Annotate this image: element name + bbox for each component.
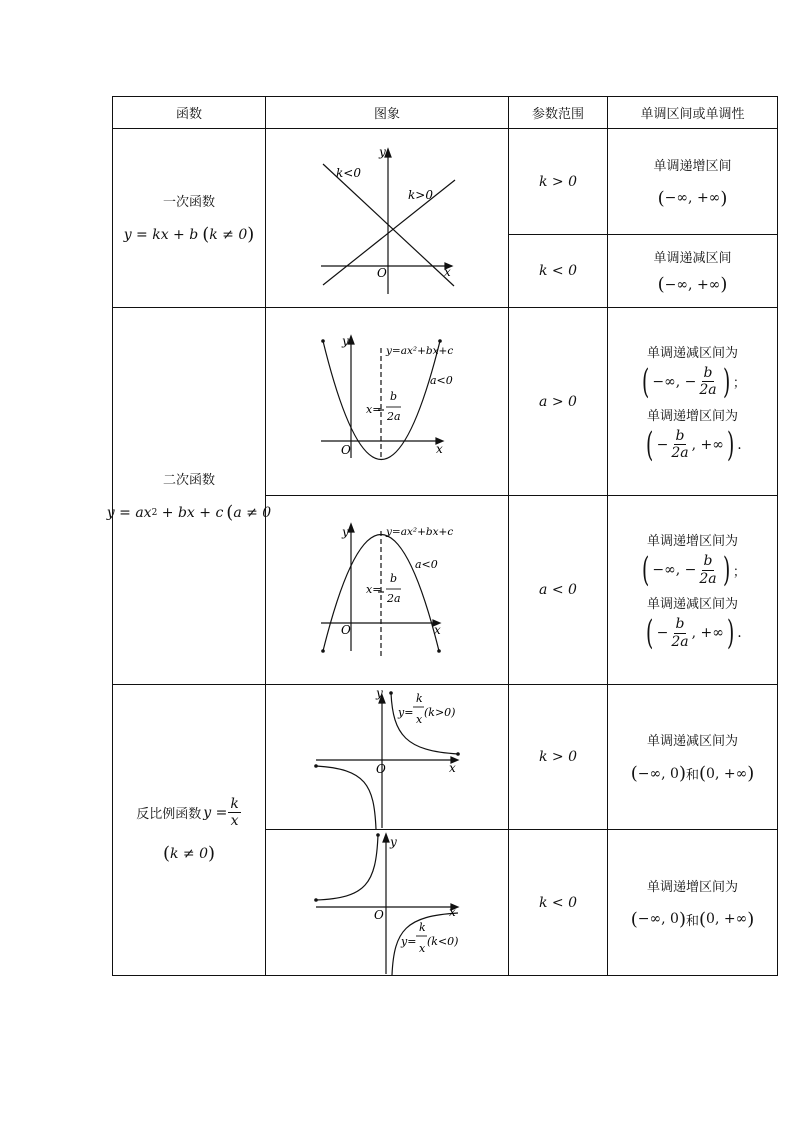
linear-mono-1-interval: ( −∞, +∞ ) [657, 187, 728, 209]
qm2-interval-2: ( − $\frac{b}{2a}$ , +∞ ) . [646, 613, 742, 653]
q2-axis-y: y [342, 525, 349, 539]
qm1-i1-left: −∞, − [652, 373, 697, 390]
inverse-param-2 [509, 830, 607, 975]
q1-num: b [390, 390, 398, 403]
i2-den: x [419, 942, 426, 955]
linear-formula: y = kx + b ( k ≠ 0 ) [123, 224, 255, 245]
quadratic-param-2 [509, 496, 607, 684]
qm1-i1-num: b [703, 364, 713, 381]
im2-label: 单调递增区间为 [646, 879, 738, 895]
qm1-end: . [737, 436, 742, 453]
inverse-formula [136, 796, 242, 829]
i1-eq-lhs: y= [398, 706, 414, 719]
quadratic-graph-1 [266, 308, 508, 495]
linear-origin: O [377, 266, 387, 280]
qm1-label-2: 单调递增区间为 [646, 408, 738, 424]
qm1-label-1: 单调递减区间为 [646, 345, 738, 361]
qm2-label-2: 单调递减区间为 [646, 597, 738, 612]
q1-xeq: x= [366, 403, 382, 416]
i2-eq-lhs: y= [401, 935, 417, 948]
header-param-range: 参数范围 [531, 107, 584, 122]
quadratic-formula-cond: a ≠ 0 [233, 504, 272, 521]
im1-and: 和 [685, 768, 699, 783]
inverse-formula-lhs: y = [203, 804, 228, 821]
quadratic-mono-1 [608, 308, 777, 495]
inverse-function-cell [113, 685, 265, 975]
linear-label-k-neg: k<0 [336, 166, 361, 180]
quadratic-function-name: 二次函数 [162, 473, 215, 488]
linear-function-name: 一次函数 [162, 195, 215, 210]
qm2-end: . [737, 625, 742, 641]
quadratic-formula-rest: + bx + c [157, 504, 224, 521]
linear-mono-1 [608, 129, 777, 234]
im1-label: 单调递减区间为 [646, 734, 738, 749]
qm2-label-1: 单调递增区间为 [646, 534, 738, 549]
qm1-sep: ； [732, 376, 746, 391]
q2-axis-x: x [434, 623, 441, 637]
i1-origin: O [376, 762, 386, 776]
qm1-i2-num: b [675, 427, 685, 444]
i1-axis-y: y [376, 686, 383, 700]
inverse-param-1-value: k > 0 [538, 749, 578, 765]
linear-function-cell [113, 129, 265, 307]
i1-den: x [416, 713, 423, 726]
quadratic-param-2-value: a < 0 [539, 582, 577, 598]
i1-axis-x: x [449, 761, 456, 775]
inverse-formula-den: x [230, 813, 239, 829]
linear-mono-2-interval-text: −∞, +∞ [664, 276, 721, 293]
quadratic-graph-2 [266, 496, 508, 684]
qm1-interval-1: ( −∞, − $\frac{b}{2a}$ ) ； [642, 361, 746, 402]
quadratic-mono-2 [608, 496, 777, 684]
i2-origin: O [374, 908, 384, 922]
qm2-sep: ； [732, 564, 746, 580]
qm2-i2-den: 2a [671, 633, 689, 650]
i2-num: k [419, 921, 426, 934]
q1-eq: y=ax²+bx+c [386, 345, 454, 357]
linear-param-1-value: k > 0 [538, 173, 578, 190]
linear-formula-lhs: y = kx + b [123, 226, 199, 243]
linear-param-2-value: k < 0 [538, 263, 578, 279]
inverse-graph-1 [266, 685, 508, 829]
qm2-i2-sign: − [656, 625, 669, 641]
linear-param-2 [509, 235, 607, 307]
linear-graph [266, 129, 508, 307]
header-graph: 图象 [373, 107, 400, 122]
im2-int2: 0, +∞ [706, 911, 748, 927]
qm2-interval-1: ( −∞, − $\frac{b}{2a}$ ) ； [642, 550, 746, 590]
linear-mono-2-interval: ( −∞, +∞ ) [657, 274, 728, 295]
q1-axis-y: y [342, 334, 349, 348]
im2-and: 和 [685, 913, 699, 929]
header-function: 函数 [175, 107, 202, 122]
q1-den: 2a [387, 410, 401, 423]
qm2-i2-right: , +∞ [691, 625, 724, 641]
q2-den: 2a [387, 592, 401, 605]
linear-axis-x: x [444, 265, 451, 279]
im1-intervals: ( −∞, 0 ) 和 ( 0, +∞ ) [630, 763, 755, 784]
i1-cond: (k>0) [424, 706, 456, 719]
quadratic-formula-exp: 2 [151, 507, 158, 518]
linear-formula-cond: k ≠ 0 [209, 226, 248, 243]
i1-num: k [416, 692, 423, 705]
inverse-graph-2 [266, 830, 508, 976]
linear-label-k-pos: k>0 [408, 188, 433, 202]
q1-cond: a<0 [430, 374, 453, 387]
linear-mono-2 [608, 235, 777, 307]
qm2-i1-den: 2a [699, 570, 717, 587]
inverse-mono-1 [608, 685, 777, 829]
linear-mono-1-interval-text: −∞, +∞ [664, 190, 721, 206]
inverse-cond: ( k ≠ 0 ) [162, 843, 216, 865]
quadratic-formula-lhs: y = ax [106, 504, 152, 521]
quadratic-param-1-value: a > 0 [539, 393, 577, 410]
q1-origin: O [341, 443, 351, 457]
q2-cond: a<0 [415, 558, 438, 571]
quadratic-function-cell [106, 308, 272, 684]
linear-param-1 [509, 129, 607, 234]
qm1-interval-2: ( − $\frac{b}{2a}$ , +∞ ) . [646, 424, 742, 465]
q2-origin: O [341, 623, 351, 637]
quadratic-formula: y = ax 2 + bx + c ( a ≠ 0 [106, 502, 272, 523]
im2-intervals: ( −∞, 0 ) 和 ( 0, +∞ ) [630, 908, 755, 930]
qm1-i2-den: 2a [671, 445, 689, 461]
qm2-i1-num: b [703, 553, 713, 570]
im1-int1: −∞, 0 [637, 765, 679, 782]
qm2-i2-num: b [675, 616, 685, 633]
linear-axis-y: y [379, 145, 386, 159]
inverse-cond-text: k ≠ 0 [169, 845, 209, 862]
inverse-formula-num: k [230, 795, 239, 812]
inverse-mono-2 [608, 830, 777, 975]
qm1-i2-right: , +∞ [691, 436, 724, 453]
inverse-param-1 [509, 685, 607, 829]
inverse-function-name: 反比例函数 [136, 807, 202, 822]
qm2-i1-left: −∞, − [652, 562, 697, 578]
i2-axis-x: x [449, 905, 456, 919]
q2-xeq: x= [366, 583, 382, 596]
inverse-param-2-value: k < 0 [538, 894, 578, 911]
linear-mono-2-label: 单调递减区间 [653, 251, 732, 266]
im1-int2: 0, +∞ [706, 765, 748, 782]
qm1-i1-den: 2a [699, 382, 717, 398]
im2-int1: −∞, 0 [637, 911, 679, 927]
q1-axis-x: x [436, 442, 443, 456]
q2-num: b [390, 572, 398, 585]
linear-mono-1-label: 单调递增区间 [653, 158, 732, 174]
i2-axis-y: y [390, 835, 397, 849]
q2-eq: y=ax²+bx+c [386, 526, 454, 538]
i2-cond: (k<0) [427, 935, 459, 948]
quadratic-param-1 [509, 308, 607, 495]
header-monotonicity: 单调区间或单调性 [640, 107, 745, 122]
qm1-i2-sign: − [656, 436, 669, 453]
